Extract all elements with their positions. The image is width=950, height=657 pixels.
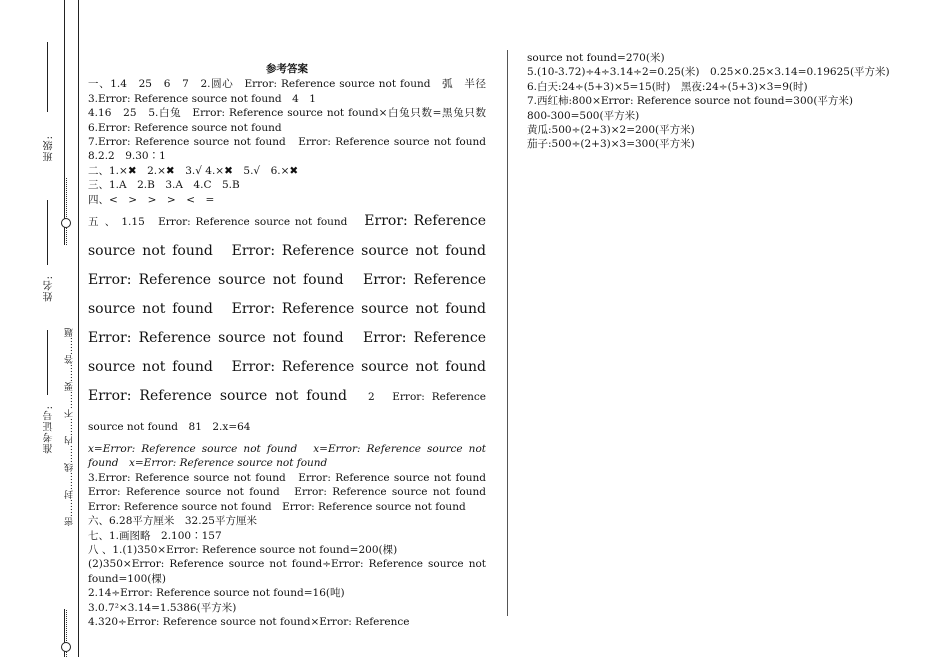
answer-line: 六、6.28平方厘米 32.25平方厘米 — [88, 515, 257, 528]
answer-line: (2)350×Error: Reference source not found÷Error: Reference source not found=100(棵) — [88, 558, 486, 585]
name-blank[interactable] — [47, 200, 48, 265]
section-five-end: 2 Error: Reference source not found 81 2.x=64 — [88, 391, 487, 434]
answer-line: 4.16 25 5.白兔 Error: Reference source not found×白兔只数=黑兔只数 6.Error: Reference source not found — [88, 107, 497, 134]
answer-line: 三、1.A 2.B 3.A 4.C 5.B — [88, 179, 240, 192]
answer-line: 2.14÷Error: Reference source not found=16(吨) — [88, 587, 345, 600]
class-blank[interactable] — [47, 42, 48, 112]
section-five-large-text: Error: Reference source not found Error: Reference source not found Error: Reference source not found Error: Reference source not found Error: Reference source not found Error: Reference source not found Error: Reference source not found Error: Reference source not found Error: Reference source not found — [88, 213, 500, 405]
section-five-start: 五 、 1.15 Error: Reference source not found — [88, 216, 348, 229]
answer-line: 5.(10-3.72)÷4÷3.14÷2=0.25(米) 0.25×0.25×3.14=0.19625(平方米) — [527, 66, 890, 79]
binding-line-right — [78, 0, 79, 657]
answer-line: 二、1.×✖ 2.×✖ 3.√ 4.×✖ 5.√ 6.×✖ — [88, 164, 299, 177]
right-answer-column — [527, 51, 927, 152]
answer-line: 6.白天:24÷(5+3)×5=15(时) 黑夜:24÷(5+3)×3=9(时) — [527, 80, 808, 93]
binding-hole-icon — [61, 218, 71, 228]
answer-line-italic: x=Error: Reference source not found x=Error: Reference source not found x=Error: Reference source not found — [88, 443, 486, 470]
answer-line: 3.0.7²×3.14=1.5386(平方米) — [88, 601, 237, 614]
answer-line: 八 、1.(1)350×Error: Reference source not found=200(棵) — [88, 543, 398, 556]
exam-no-blank[interactable] — [47, 330, 48, 395]
page-title: 参考答案 — [266, 63, 308, 75]
exam-no-label: 准考证号: — [44, 405, 55, 454]
answer-line: 800-300=500(平方米) — [527, 109, 640, 122]
answer-line: 4.320÷Error: Reference source not found×Error: Reference — [88, 615, 410, 628]
answer-line: 3.Error: Reference source not found Error: Reference source not found Error: Reference source not found Error: Reference source not found Error: Reference source not found Error: Reference source not found — [88, 471, 497, 513]
binding-hole-icon — [61, 642, 71, 652]
left-answer-column — [88, 62, 500, 629]
answer-line: 一、1.4 25 6 7 2.圆心 Error: Reference source not found 弧 半径 3.Error: Reference source not found 4 1 — [88, 78, 497, 105]
answer-line: 黄瓜:500÷(2+3)×2=200(平方米) — [527, 124, 695, 137]
answer-line: source not found=270(米) — [527, 52, 665, 64]
answer-line: 7.西红柿:800×Error: Reference source not found=300(平方米) — [527, 95, 854, 108]
name-label: 姓名: — [44, 275, 55, 302]
answer-line: 四、< > > > < = — [88, 193, 215, 206]
column-divider — [507, 50, 508, 616]
answer-line: 茄子:500÷(2+3)×3=300(平方米) — [527, 138, 695, 151]
answer-line: 七、1.画图略 2.100∶157 — [88, 529, 222, 542]
class-label: 班级: — [44, 135, 55, 162]
answer-line: 7.Error: Reference source not found Error: Reference source not found 8.2.2 9.30∶1 — [88, 136, 497, 163]
section-five-block — [88, 207, 500, 442]
seal-text: 密……封……线……内……不……要……答……题 — [63, 245, 76, 609]
binding-margin — [0, 0, 82, 657]
